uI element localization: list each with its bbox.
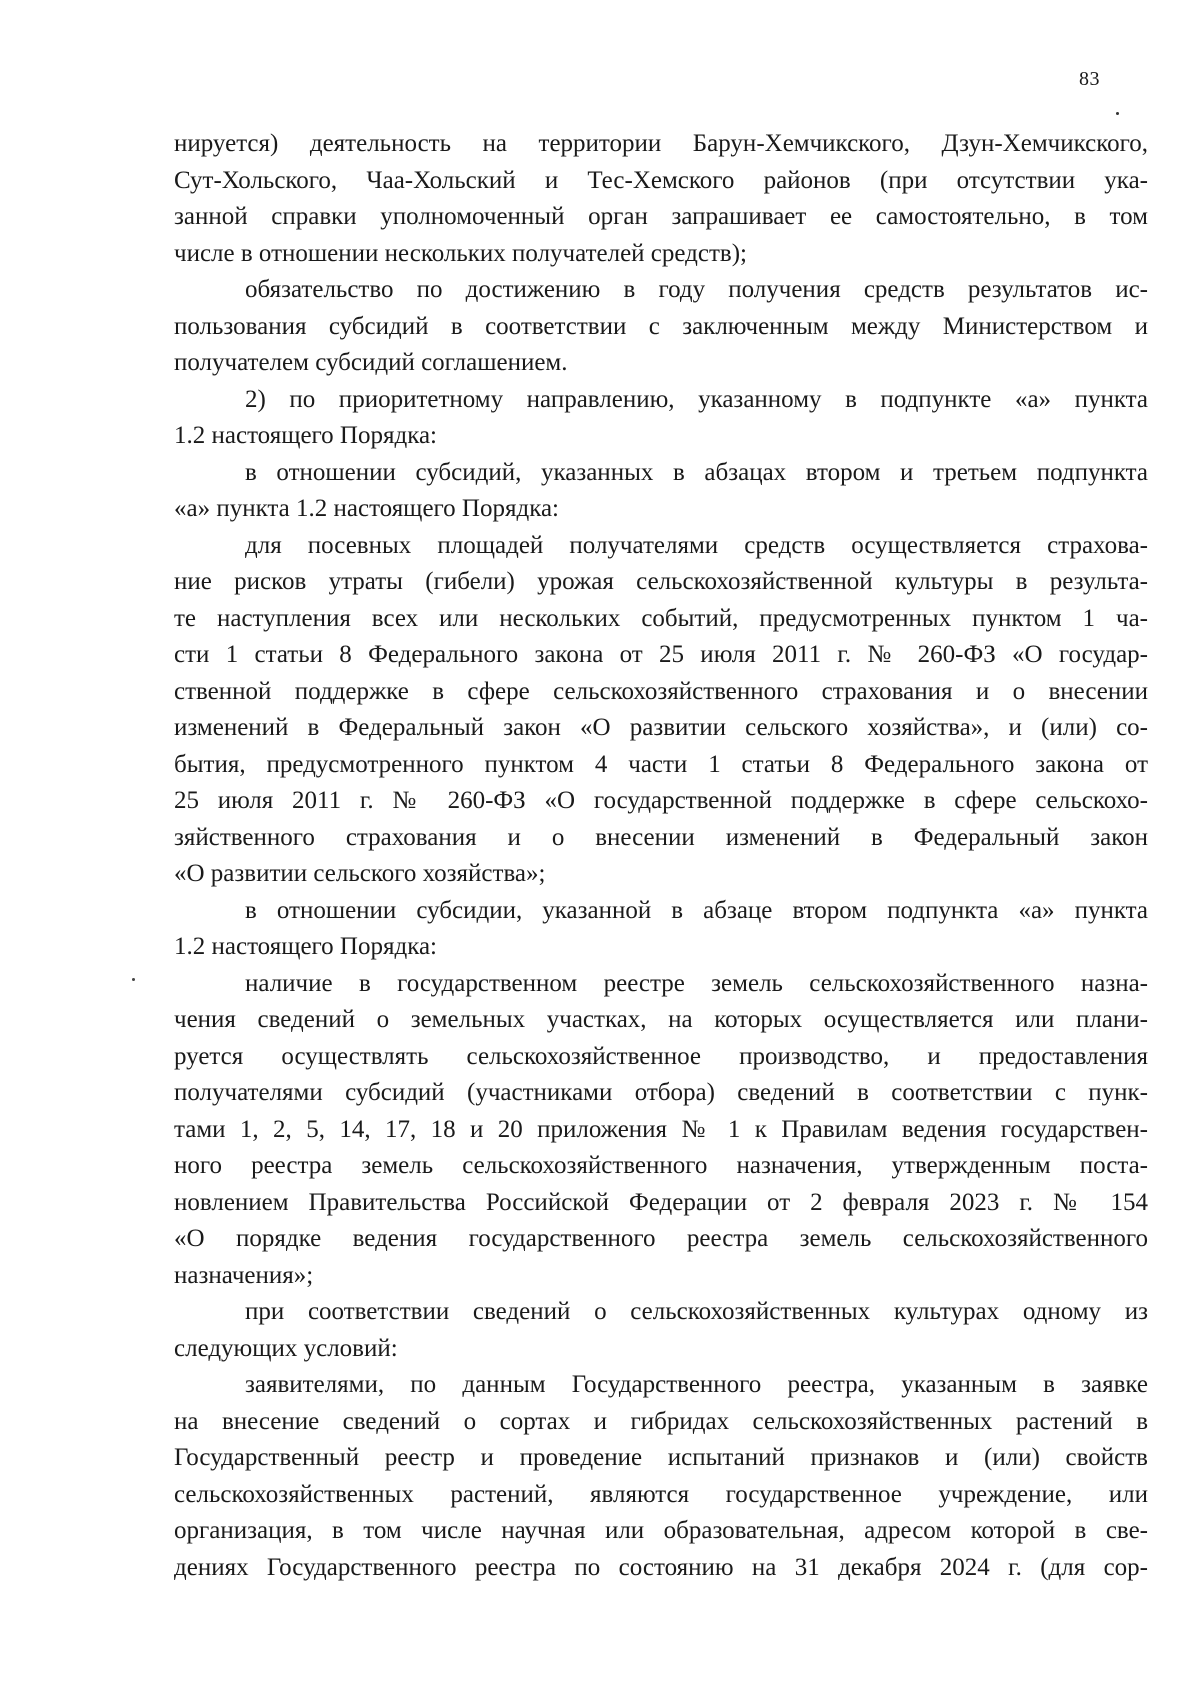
text-line: бытия, предусмотренного пунктом 4 части 1 статьи 8 Федерального закона от: [174, 750, 1148, 778]
text-line: ного реестра земель сельскохозяйственного назначения, утвержденным поста-: [174, 1152, 1148, 1179]
text-line: «а» пункта 1.2 настоящего Порядка:: [174, 495, 559, 522]
text-line: занной справки уполномоченный орган запрашивает ее самостоятельно, в том: [174, 203, 1148, 230]
text-line: 2) по приоритетному направлению, указанному в подпункте «а» пункта: [245, 385, 1148, 413]
text-line: те наступления всех или нескольких событий, предусмотренных пунктом 1 ча-: [174, 604, 1148, 632]
scan-speck: [1116, 112, 1119, 115]
text-line: «О порядке ведения государственного реестра земель сельскохозяйственного: [174, 1225, 1148, 1252]
text-line: заявителями, по данным Государственного реестра, указанным в заявке: [245, 1371, 1148, 1398]
text-line: сельскохозяйственных растений, являются государственное учреждение, или: [174, 1480, 1148, 1508]
text-line: нируется) деятельность на территории Барун-Хемчикского, Дзун-Хемчикского,: [174, 130, 1148, 157]
scan-speck: [132, 978, 135, 981]
text-line: 1.2 настоящего Порядка:: [174, 933, 438, 960]
text-line: числе в отношении нескольких получателей средств);: [174, 239, 747, 267]
text-line: при соответствии сведений о сельскохозяйственных культурах одному из: [245, 1298, 1148, 1325]
text-line: 1.2 настоящего Порядка:: [174, 422, 438, 449]
text-line: изменений в Федеральный закон «О развитии сельского хозяйства», и (или) со-: [174, 714, 1148, 741]
text-line: дениях Государственного реестра по состоянию на 31 декабря 2024 г. (для сор-: [174, 1553, 1148, 1581]
page-number: 83: [1079, 68, 1100, 90]
text-line: чения сведений о земельных участках, на которых осуществляется или плани-: [174, 1006, 1148, 1033]
text-line: «О развитии сельского хозяйства»;: [174, 860, 546, 887]
text-line: Государственный реестр и проведение испытаний признаков и (или) свойств: [174, 1444, 1148, 1471]
text-line: 25 июля 2011 г. № 260-ФЗ «О государственной поддержке в сфере сельскохо-: [174, 787, 1148, 814]
text-line: наличие в государственном реестре земель сельскохозяйственного назна-: [245, 969, 1148, 997]
text-line: обязательство по достижению в году получения средств результатов ис-: [245, 276, 1148, 303]
text-line: ственной поддержке в сфере сельскохозяйственного страхования и о внесении: [174, 677, 1148, 705]
text-line: новлением Правительства Российской Федерации от 2 февраля 2023 г. № 154: [174, 1188, 1148, 1216]
text-line: получателями субсидий (участниками отбора) сведений в соответствии с пунк-: [174, 1079, 1148, 1106]
text-line: на внесение сведений о сортах и гибридах сельскохозяйственных растений в: [174, 1407, 1148, 1435]
document-body: [174, 126, 1148, 1586]
text-line: в отношении субсидии, указанной в абзаце втором подпункта «а» пункта: [245, 896, 1148, 924]
text-line: зяйственного страхования и о внесении изменений в Федеральный закон: [174, 823, 1148, 851]
text-line: тами 1, 2, 5, 14, 17, 18 и 20 приложения № 1 к Правилам ведения государствен-: [174, 1115, 1148, 1143]
text-line: в отношении субсидий, указанных в абзацах втором и третьем подпункта: [245, 458, 1148, 486]
text-line: ние рисков утраты (гибели) урожая сельскохозяйственной культуры в результа-: [174, 568, 1148, 595]
text-line: Сут-Хольского, Чаа-Хольский и Тес-Хемского районов (при отсутствии ука-: [174, 166, 1148, 194]
text-line: назначения»;: [174, 1261, 314, 1289]
text-line: организация, в том числе научная или образовательная, адресом которой в све-: [174, 1517, 1148, 1544]
text-line: получателем субсидий соглашением.: [174, 349, 568, 376]
text-line: руется осуществлять сельскохозяйственное производство, и предоставления: [174, 1042, 1148, 1070]
text-line: следующих условий:: [174, 1334, 398, 1362]
text-line: для посевных площадей получателями средств осуществляется страхова-: [245, 531, 1148, 559]
text-line: пользования субсидий в соответствии с заключенным между Министерством и: [174, 312, 1148, 340]
text-line: сти 1 статьи 8 Федерального закона от 25 июля 2011 г. № 260-ФЗ «О государ-: [174, 641, 1148, 668]
